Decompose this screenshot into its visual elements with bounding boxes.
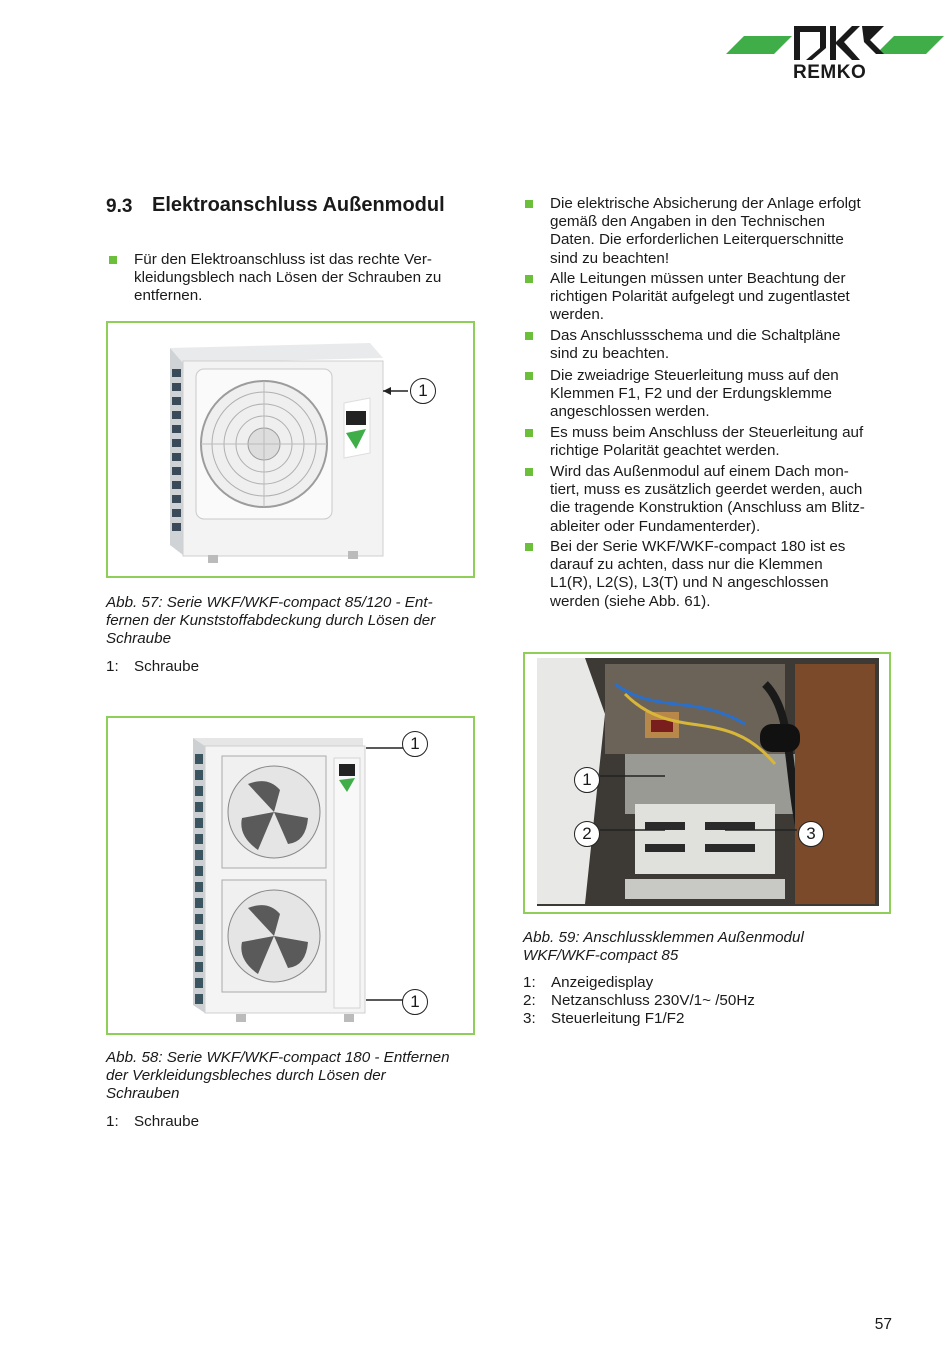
callout-3-control: 3 xyxy=(798,821,824,847)
text-line: werden (siehe Abb. 61). xyxy=(550,592,711,610)
text-line: Daten. Die erforderlichen Leiterquerschnitte xyxy=(550,231,844,249)
bullet-item xyxy=(550,424,863,460)
bullet-item xyxy=(550,463,865,536)
bullet-marker xyxy=(525,468,533,476)
text-line: werden. xyxy=(550,306,605,324)
caption-line: Abb. 59: Anschlussklemmen Außenmodul xyxy=(523,929,804,946)
legend-number: 1: xyxy=(523,974,536,991)
figure-59-caption xyxy=(523,929,804,965)
bullet-item xyxy=(550,538,845,611)
callout-2-mains: 2 xyxy=(574,821,600,847)
callout-1-top: 1 xyxy=(402,731,428,757)
legend-text: Anzeigedisplay xyxy=(551,974,654,991)
legend-item xyxy=(523,992,755,1010)
legend-number: 2: xyxy=(523,992,536,1010)
outdoor-unit-photo xyxy=(108,323,473,576)
caption-line: der Verkleidungsbleches durch Lösen der xyxy=(106,1067,386,1085)
text-line: Alle Leitungen müssen unter Beachtung der xyxy=(550,270,846,287)
figure-58 xyxy=(106,716,475,1035)
page-number: 57 xyxy=(874,1316,892,1333)
legend-text: Schraube xyxy=(134,658,200,675)
bullet-marker xyxy=(525,200,533,208)
text-line: Klemmen F1, F2 und der Erdungsklemme xyxy=(550,385,832,403)
text-line: L1(R), L2(S), L3(T) und N angeschlossen xyxy=(550,574,829,592)
figure-58-legend xyxy=(106,1113,199,1131)
text-line: Die elektrische Absicherung der Anlage erfolgt xyxy=(550,195,861,212)
bullet-marker xyxy=(525,275,533,283)
bullet-item xyxy=(550,327,840,363)
bullet-item xyxy=(550,367,839,422)
caption-line: Abb. 57: Serie WKF/WKF-compact 85/120 - Ent- xyxy=(106,594,433,611)
legend-number: 3: xyxy=(523,1010,536,1028)
bullet-marker xyxy=(525,332,533,340)
text-line: sind zu beachten. xyxy=(550,345,670,363)
caption-line: fernen der Kunststoffabdeckung durch Lösen der xyxy=(106,612,436,630)
text-line: Für den Elektroanschluss ist das rechte Ver- xyxy=(134,251,432,268)
legend-number: 1: xyxy=(106,658,119,675)
section-title: Elektroanschluss Außenmodul xyxy=(152,194,445,216)
legend-item xyxy=(106,658,199,676)
figure-57-legend xyxy=(106,658,199,676)
text-line: ableiter oder Fundamenterder). xyxy=(550,517,761,535)
text-line: tiert, muss es zusätzlich geerdet werden, auch xyxy=(550,481,863,499)
logo-brand-text: REMKO xyxy=(793,62,867,83)
intro-paragraph xyxy=(134,251,441,306)
text-line: Die zweiadrige Steuerleitung muss auf den xyxy=(550,367,839,384)
text-line: Das Anschlussschema und die Schaltpläne xyxy=(550,327,841,344)
text-line: gemäß den Angaben in den Technischen xyxy=(550,213,825,231)
figure-59-legend xyxy=(523,974,755,1029)
caption-line: Abb. 58: Serie WKF/WKF-compact 180 - Entfernen xyxy=(106,1049,450,1066)
text-line: sind zu beachten! xyxy=(550,249,670,267)
legend-text: Schraube xyxy=(134,1113,200,1130)
bullet-item xyxy=(550,270,850,325)
figure-57 xyxy=(106,321,475,578)
section-number: 9.3 xyxy=(106,196,133,217)
figure-59 xyxy=(523,652,891,914)
text-line: Bei der Serie WKF/WKF-compact 180 ist es xyxy=(550,538,846,555)
legend-text: Netzanschluss 230V/1~ /50Hz xyxy=(551,992,755,1010)
legend-item xyxy=(523,974,755,992)
bullet-item xyxy=(550,195,861,268)
figure-58-caption xyxy=(106,1049,450,1104)
caption-line: WKF/WKF-compact 85 xyxy=(523,947,679,965)
bullet-marker xyxy=(525,429,533,437)
callout-1: 1 xyxy=(410,378,436,404)
legend-text: Steuerleitung F1/F2 xyxy=(551,1010,685,1028)
figure-57-caption xyxy=(106,594,435,649)
text-line: entfernen. xyxy=(134,287,203,305)
text-line: richtige Polarität geachtet werden. xyxy=(550,442,780,460)
text-line: die tragende Konstruktion (Anschluss am Blitz- xyxy=(550,499,865,517)
caption-line: Schraube xyxy=(106,630,172,648)
outdoor-unit-large-photo xyxy=(108,718,473,1033)
legend-number: 1: xyxy=(106,1113,119,1130)
callout-1-display: 1 xyxy=(574,767,600,793)
text-line: richtigen Polarität aufgelegt und zugentlastet xyxy=(550,288,850,306)
callout-1-bottom: 1 xyxy=(402,989,428,1015)
text-line: angeschlossen werden. xyxy=(550,403,710,421)
text-line: Es muss beim Anschluss der Steuerleitung auf xyxy=(550,424,864,441)
text-line: kleidungsblech nach Lösen der Schrauben zu xyxy=(134,269,442,287)
bullet-marker xyxy=(109,256,117,264)
bullet-marker xyxy=(525,543,533,551)
legend-item xyxy=(106,1113,199,1131)
text-line: Wird das Außenmodul auf einem Dach mon- xyxy=(550,463,849,480)
legend-item xyxy=(523,1010,755,1028)
text-line: darauf zu achten, dass nur die Klemmen xyxy=(550,556,823,574)
caption-line: Schrauben xyxy=(106,1085,180,1103)
bullet-marker xyxy=(525,372,533,380)
